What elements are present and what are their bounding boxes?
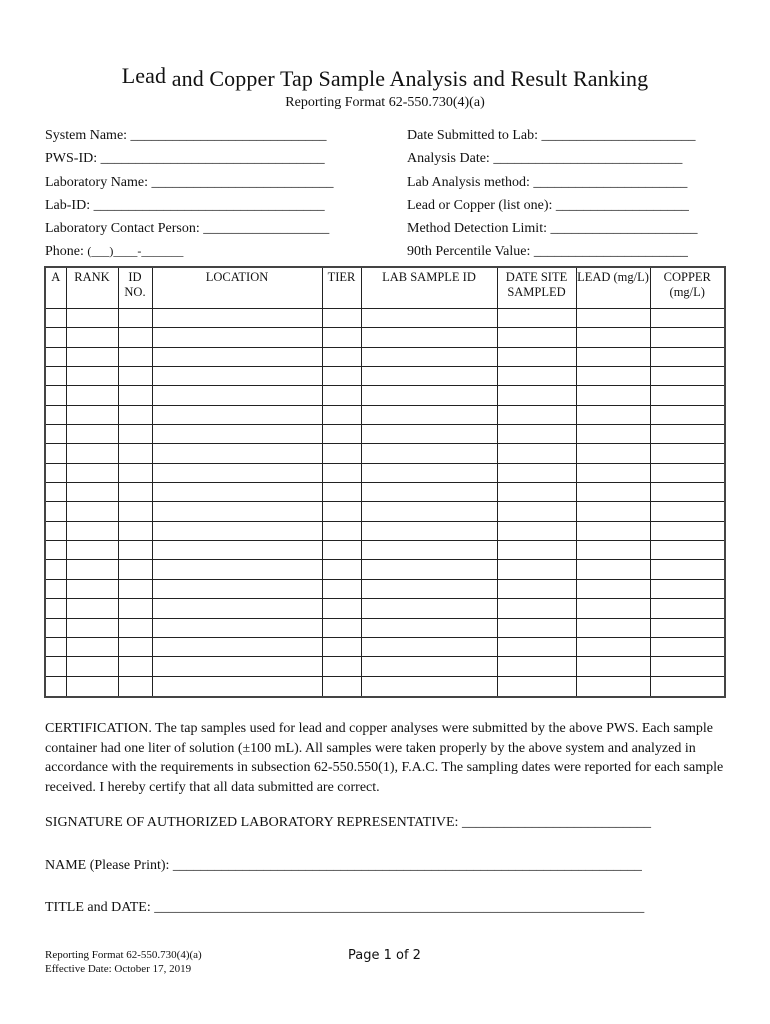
table-cell[interactable]	[118, 425, 152, 444]
table-cell[interactable]	[152, 618, 322, 637]
table-header-row	[45, 267, 725, 309]
table-cell[interactable]	[118, 463, 152, 482]
table-cell[interactable]	[576, 483, 650, 502]
table-cell[interactable]	[66, 541, 118, 560]
table-cell[interactable]	[322, 502, 361, 521]
table-cell[interactable]	[45, 405, 66, 424]
table-cell[interactable]	[118, 309, 152, 328]
table-cell[interactable]	[361, 657, 497, 676]
table-cell[interactable]	[650, 309, 725, 328]
table-cell[interactable]	[66, 637, 118, 656]
col-tier-header: TIER	[322, 267, 361, 309]
table-cell[interactable]	[66, 676, 118, 697]
table-cell[interactable]	[322, 347, 361, 366]
table-cell[interactable]	[66, 521, 118, 540]
table-cell[interactable]	[322, 618, 361, 637]
table-row	[45, 483, 725, 502]
table-cell[interactable]	[497, 483, 576, 502]
table-cell[interactable]	[576, 502, 650, 521]
table-cell[interactable]	[361, 637, 497, 656]
table-cell[interactable]	[45, 347, 66, 366]
table-cell[interactable]	[45, 579, 66, 598]
table-cell[interactable]	[361, 425, 497, 444]
phone-blank[interactable]: (___)____-_______	[87, 244, 184, 259]
page-number: Page 1 of 2	[348, 948, 421, 963]
table-cell[interactable]	[576, 463, 650, 482]
table-cell[interactable]	[152, 599, 322, 618]
table-cell[interactable]	[152, 483, 322, 502]
table-row	[45, 309, 725, 328]
table-cell[interactable]	[497, 676, 576, 697]
table-cell[interactable]	[45, 367, 66, 386]
table-cell[interactable]	[361, 541, 497, 560]
table-cell[interactable]	[45, 657, 66, 676]
table-cell[interactable]	[45, 560, 66, 579]
table-cell[interactable]	[66, 599, 118, 618]
table-cell[interactable]	[576, 599, 650, 618]
table-cell[interactable]	[66, 483, 118, 502]
col-copper-header: COPPER (mg/L)	[650, 267, 725, 309]
table-cell[interactable]	[66, 386, 118, 405]
table-cell[interactable]	[118, 657, 152, 676]
footer-effective-date: Effective Date: October 17, 2019	[45, 963, 192, 975]
table-cell[interactable]	[576, 347, 650, 366]
certification-statement: CERTIFICATION. The tap samples used for lead and copper analyses were submitted by the above PWS. Each sample container had one liter of solution (±100 mL). All samples were taken properly by the above system and analyzed in accordance with the requirements in subsection 62-550.550(1), F.A.C. The sampling dates were reported for each sample received. I hereby certify that all data submitted are correct.	[45, 721, 724, 795]
table-cell[interactable]	[152, 386, 322, 405]
table-row	[45, 560, 725, 579]
table-cell[interactable]	[361, 560, 497, 579]
lab-analysis-method-field[interactable]: Lab Analysis method: ______________________	[407, 174, 688, 190]
table-cell[interactable]	[66, 502, 118, 521]
table-cell[interactable]	[576, 425, 650, 444]
table-cell[interactable]	[576, 657, 650, 676]
table-cell[interactable]	[45, 386, 66, 405]
table-cell[interactable]	[45, 521, 66, 540]
table-cell[interactable]	[66, 579, 118, 598]
table-row	[45, 657, 725, 676]
table-cell[interactable]	[118, 676, 152, 697]
table-cell[interactable]	[576, 637, 650, 656]
table-cell[interactable]	[66, 657, 118, 676]
table-cell[interactable]	[322, 560, 361, 579]
table-row	[45, 328, 725, 347]
table-cell[interactable]	[361, 618, 497, 637]
results-table-body	[45, 309, 725, 698]
phone-field[interactable]	[45, 240, 334, 263]
table-cell[interactable]	[361, 386, 497, 405]
table-cell[interactable]	[152, 521, 322, 540]
laboratory-name-field[interactable]: Laboratory Name: __________________________	[45, 174, 334, 190]
table-cell[interactable]	[152, 502, 322, 521]
table-cell[interactable]	[322, 463, 361, 482]
table-cell[interactable]	[361, 444, 497, 463]
table-cell[interactable]	[152, 657, 322, 676]
table-cell[interactable]	[152, 541, 322, 560]
table-cell[interactable]	[45, 425, 66, 444]
table-cell[interactable]	[497, 502, 576, 521]
table-cell[interactable]	[650, 560, 725, 579]
table-cell[interactable]	[497, 444, 576, 463]
table-cell[interactable]	[322, 521, 361, 540]
footer-info	[45, 948, 202, 976]
table-cell[interactable]	[66, 463, 118, 482]
table-cell[interactable]	[650, 463, 725, 482]
table-cell[interactable]	[322, 425, 361, 444]
table-cell[interactable]	[361, 309, 497, 328]
table-cell[interactable]	[152, 637, 322, 656]
table-cell[interactable]	[118, 599, 152, 618]
table-cell[interactable]	[66, 444, 118, 463]
system-name-field[interactable]: System Name: ____________________________	[45, 128, 327, 143]
table-cell[interactable]	[118, 483, 152, 502]
table-cell[interactable]	[66, 618, 118, 637]
table-cell[interactable]	[650, 347, 725, 366]
table-cell[interactable]	[66, 347, 118, 366]
table-cell[interactable]	[45, 502, 66, 521]
table-cell[interactable]	[650, 425, 725, 444]
table-row	[45, 444, 725, 463]
table-cell[interactable]	[361, 502, 497, 521]
table-cell[interactable]	[576, 676, 650, 697]
table-cell[interactable]	[497, 328, 576, 347]
table-cell[interactable]	[497, 541, 576, 560]
table-cell[interactable]	[45, 328, 66, 347]
table-cell[interactable]	[497, 521, 576, 540]
table-row	[45, 425, 725, 444]
table-cell[interactable]	[576, 328, 650, 347]
date-submitted-field[interactable]: Date Submitted to Lab: ______________________	[407, 128, 696, 143]
table-cell[interactable]	[66, 560, 118, 579]
col-location-header: LOCATION	[152, 267, 322, 309]
title-date-line[interactable]: TITLE and DATE: ______________________________________________________________________	[45, 900, 645, 915]
table-cell[interactable]	[322, 328, 361, 347]
table-cell[interactable]	[497, 599, 576, 618]
table-cell[interactable]	[322, 676, 361, 697]
footer-format: Reporting Format 62-550.730(4)(a)	[45, 949, 202, 961]
table-cell[interactable]	[118, 367, 152, 386]
table-row	[45, 618, 725, 637]
table-cell[interactable]	[45, 599, 66, 618]
table-row	[45, 676, 725, 697]
table-cell[interactable]	[118, 637, 152, 656]
contact-person-field[interactable]: Laboratory Contact Person: __________________	[45, 221, 330, 237]
table-cell[interactable]	[118, 502, 152, 521]
table-cell[interactable]	[152, 367, 322, 386]
table-cell[interactable]	[118, 618, 152, 637]
table-cell[interactable]	[322, 599, 361, 618]
table-cell[interactable]	[497, 637, 576, 656]
table-row	[45, 599, 725, 618]
table-cell[interactable]	[322, 405, 361, 424]
table-cell[interactable]	[576, 560, 650, 579]
table-cell[interactable]	[650, 676, 725, 697]
table-cell[interactable]	[497, 579, 576, 598]
table-cell[interactable]	[361, 599, 497, 618]
table-cell[interactable]	[152, 463, 322, 482]
table-cell[interactable]	[497, 405, 576, 424]
table-cell[interactable]	[322, 444, 361, 463]
table-cell[interactable]	[322, 541, 361, 560]
table-cell[interactable]	[322, 657, 361, 676]
table-cell[interactable]	[650, 599, 725, 618]
table-cell[interactable]	[45, 637, 66, 656]
table-cell[interactable]	[497, 309, 576, 328]
table-cell[interactable]	[152, 560, 322, 579]
table-cell[interactable]	[576, 309, 650, 328]
table-cell[interactable]	[322, 579, 361, 598]
table-cell[interactable]	[152, 328, 322, 347]
table-cell[interactable]	[152, 676, 322, 697]
table-row	[45, 463, 725, 482]
form-title-rest: and Copper Tap Sample Analysis and Result Ranking	[171, 66, 649, 91]
table-cell[interactable]	[118, 347, 152, 366]
analysis-date-field[interactable]: Analysis Date: ___________________________	[407, 151, 683, 167]
table-cell[interactable]	[322, 309, 361, 328]
table-cell[interactable]	[576, 444, 650, 463]
table-cell[interactable]	[118, 328, 152, 347]
table-cell[interactable]	[497, 657, 576, 676]
table-cell[interactable]	[118, 560, 152, 579]
table-cell[interactable]	[650, 579, 725, 598]
table-cell[interactable]	[45, 444, 66, 463]
table-cell[interactable]	[118, 541, 152, 560]
system-info-right	[407, 124, 697, 264]
table-cell[interactable]	[576, 521, 650, 540]
table-cell[interactable]	[650, 541, 725, 560]
table-cell[interactable]	[361, 579, 497, 598]
table-cell[interactable]	[361, 367, 497, 386]
table-cell[interactable]	[361, 463, 497, 482]
table-cell[interactable]	[650, 328, 725, 347]
table-cell[interactable]	[66, 405, 118, 424]
table-cell[interactable]	[576, 386, 650, 405]
table-cell[interactable]	[361, 347, 497, 366]
table-cell[interactable]	[361, 521, 497, 540]
table-cell[interactable]	[650, 444, 725, 463]
table-cell[interactable]	[118, 521, 152, 540]
table-cell[interactable]	[118, 386, 152, 405]
lead-or-copper-field[interactable]: Lead or Copper (list one): ___________________	[407, 197, 689, 213]
table-cell[interactable]	[576, 618, 650, 637]
table-cell[interactable]	[45, 541, 66, 560]
table-cell[interactable]	[361, 405, 497, 424]
table-cell[interactable]	[576, 541, 650, 560]
signature-line[interactable]: SIGNATURE OF AUTHORIZED LABORATORY REPRESENTATIVE: ___________________________	[45, 815, 651, 830]
table-cell[interactable]	[152, 347, 322, 366]
table-cell[interactable]	[497, 386, 576, 405]
col-rank-header: RANK	[66, 267, 118, 309]
table-row	[45, 405, 725, 424]
form-subtitle: Reporting Format 62-550.730(4)(a)	[285, 95, 485, 110]
table-cell[interactable]	[66, 328, 118, 347]
form-title-first-word: Lead	[121, 63, 167, 88]
table-cell[interactable]	[650, 483, 725, 502]
table-cell[interactable]	[497, 618, 576, 637]
col-id-header: ID NO.	[118, 267, 152, 309]
table-cell[interactable]	[152, 309, 322, 328]
method-detection-limit-field[interactable]: Method Detection Limit: _____________________	[407, 221, 698, 237]
table-cell[interactable]	[650, 405, 725, 424]
table-cell[interactable]	[322, 386, 361, 405]
table-row	[45, 347, 725, 366]
table-cell[interactable]	[118, 579, 152, 598]
table-cell[interactable]	[650, 521, 725, 540]
table-row	[45, 386, 725, 405]
table-cell[interactable]	[152, 444, 322, 463]
table-cell[interactable]	[152, 579, 322, 598]
table-cell[interactable]	[66, 367, 118, 386]
form-title	[0, 63, 770, 92]
percentile-value-field[interactable]: 90th Percentile Value: ______________________	[407, 244, 688, 260]
table-cell[interactable]	[650, 367, 725, 386]
table-cell[interactable]	[361, 676, 497, 697]
table-cell[interactable]	[497, 560, 576, 579]
table-cell[interactable]	[45, 309, 66, 328]
col-date-sampled-header: DATE SITE SAMPLED	[497, 267, 576, 309]
table-cell[interactable]	[45, 676, 66, 697]
lab-id-field[interactable]: Lab-ID: _________________________________	[45, 197, 325, 213]
phone-label: Phone:	[45, 244, 88, 260]
name-print-line[interactable]: NAME (Please Print): ___________________________________________________________________	[45, 858, 642, 873]
table-row	[45, 367, 725, 386]
table-row	[45, 637, 725, 656]
table-cell[interactable]	[118, 405, 152, 424]
table-cell[interactable]	[576, 579, 650, 598]
table-cell[interactable]	[650, 657, 725, 676]
table-cell[interactable]	[118, 444, 152, 463]
table-cell[interactable]	[497, 425, 576, 444]
table-cell[interactable]	[66, 309, 118, 328]
table-cell[interactable]	[45, 463, 66, 482]
table-cell[interactable]	[361, 328, 497, 347]
table-cell[interactable]	[45, 483, 66, 502]
table-cell[interactable]	[650, 502, 725, 521]
col-lead-header: LEAD (mg/L)	[576, 267, 650, 309]
table-cell[interactable]	[650, 386, 725, 405]
table-cell[interactable]	[576, 405, 650, 424]
table-cell[interactable]	[66, 425, 118, 444]
table-cell[interactable]	[45, 618, 66, 637]
table-cell[interactable]	[650, 637, 725, 656]
table-cell[interactable]	[576, 367, 650, 386]
table-cell[interactable]	[650, 618, 725, 637]
table-row	[45, 541, 725, 560]
table-row	[45, 502, 725, 521]
table-cell[interactable]	[322, 483, 361, 502]
results-table	[44, 266, 726, 698]
table-cell[interactable]	[497, 367, 576, 386]
col-a-header: A	[45, 267, 66, 309]
table-cell[interactable]	[152, 425, 322, 444]
table-cell[interactable]	[497, 463, 576, 482]
table-cell[interactable]	[322, 637, 361, 656]
system-info-left	[45, 124, 334, 264]
table-cell[interactable]	[152, 405, 322, 424]
col-lab-sample-id-header: LAB SAMPLE ID	[361, 267, 497, 309]
pws-id-field[interactable]: PWS-ID: ________________________________	[45, 151, 325, 167]
table-cell[interactable]	[322, 367, 361, 386]
table-cell[interactable]	[497, 347, 576, 366]
table-row	[45, 579, 725, 598]
table-cell[interactable]	[361, 483, 497, 502]
table-row	[45, 521, 725, 540]
